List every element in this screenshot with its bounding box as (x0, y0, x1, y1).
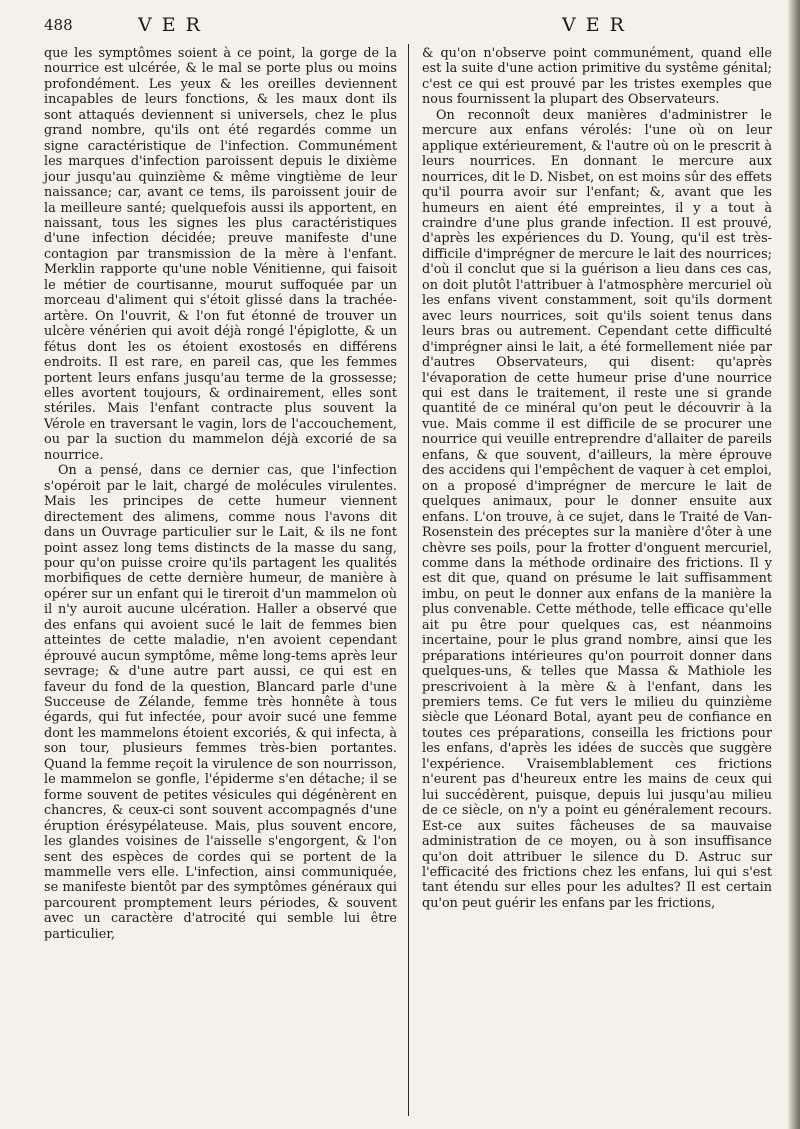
page-edge-shadow (788, 0, 800, 1129)
page-header (44, 14, 774, 40)
running-head-right: VER (562, 14, 634, 36)
page-number: 488 (44, 16, 73, 34)
paragraph: On reconnoît deux manières d'administrer le mercure aux enfans vérolés: l'une où on leur applique extérieurement, & l'autre où on le prescrit à leurs nourrices. En donnant le mercure aux nourrices, dit le D. Nisbet, on est moins sûr des effets qu'il pourra avoir sur l'enfant; &, avant que les humeurs en aient été empreintes, il y a tout à craindre d'une plus grande infection. Il est prouvé, d'après les expériences du D. Young, qu'il est très-difficile d'imprégner de mercure le lait des nourrices; d'où il conclut que si la guérison a lieu dans ces cas, on doit plutôt l'attribuer à l'atmosphère mercuriel où les enfans vivent constamment, soit qu'ils dorment avec leurs nourrices, soit qu'ils soient tenus dans leurs bras ou autrement. Cependant cette difficulté d'imprégner ainsi le lait, a été formellement niée par d'autres Observateurs, qui disent: qu'après l'évaporation de cette humeur prise d'une nourrice qui est dans le traitement, il reste une si grande quantité de ce minéral qu'on peut le découvrir à la vue. Mais comme il est difficile de se procurer une nourrice qui veuille entreprendre d'allaiter de pareils enfans, & que souvent, d'ailleurs, la mère éprouve des accidens qui l'empêchent de vaquer à cet emploi, on a proposé d'imprégner de mercure le lait de quelques animaux, pour le donner ensuite aux enfans. L'on trouve, à ce sujet, dans le Traité de Van-Rosenstein des préceptes sur la manière d'ôter à une chèvre ses poils, pour la frotter d'onguent mercuriel, comme dans la méthode ordinaire des frictions. Il y est dit que, quand on présume le lait suffisamment imbu, on peut le donner aux enfans de la manière la plus convenable. Cette méthode, telle efficace qu'elle ait pu être pour quelques cas, est néanmoins incertaine, pour le plus grand nombre, ainsi que les préparations intérieures qu'on pourroit donner dans quelques-uns, & telles que Massa & Mathiole les prescrivoient à la mère & à l'enfant, dans les premiers tems. Ce fut vers le milieu du quinzième siècle que Léonard Botal, ayant peu de confiance en toutes ces préparations, conseilla les frictions pour les enfans, d'après les idées de succès que suggère l'expérience. Vraisemblablement ces frictions n'eurent pas d'heureux entre les mains de ceux qui lui succédèrent, puisque, depuis lui jusqu'au milieu de ce siècle, on n'y a point eu généralement recours. Est-ce aux suites fâcheuses de sa mauvaise administration de ce moyen, ou à son insuffisance qu'on doit attribuer le silence du D. Astruc sur l'efficacité des frictions chez les enfans, lui qui s'est tant étendu sur elles pour les adultes? Il est certain qu'on peut guérir les enfans par les frictions, (422, 107, 772, 911)
column-divider (408, 44, 409, 1116)
running-head-left: VER (138, 14, 210, 36)
paragraph: On a pensé, dans ce dernier cas, que l'infection s'opéroit par le lait, chargé de molécules virulentes. Mais les principes de cette humeur viennent directement des alimens, comme nous l'avons dit dans un Ouvrage particulier sur le Lait, & ils ne font point assez long tems distincts de la masse du sang, pour qu'on puisse croire qu'ils partagent les qualités morbifiques de cette dernière humeur, de manière à opérer sur un enfant qui le tireroit d'un mammelon où il n'y auroit aucune ulcération. Haller a observé que des enfans qui avoient sucé le lait de femmes bien atteintes de cette maladie, n'en avoient cependant éprouvé aucun symptôme, même long-tems après leur sevrage; & d'une autre part aussi, ce qui est en faveur du fond de la question, Blancard parle d'une Succeuse de Zélande, femme très honnête à tous égards, qui fut infectée, pour avoir sucé une femme dont les mammelons étoient excoriés, & qui infecta, à son tour, plusieurs femmes très-bien portantes. Quand la femme reçoit la virulence de son nourrisson, le mammelon se gonfle, l'épiderme s'en détache; il se forme souvent de petites vésicules qui dégénèrent en chancres, & ceux-ci sont souvent accompagnés d'une éruption érésypélateuse. Mais, plus souvent encore, les glandes voisines de l'aisselle s'engorgent, & l'on sent des espèces de cordes qui se portent de la mammelle vers elle. L'infection, ainsi communiquée, se manifeste bientôt par des symptômes généraux qui parcourent promptement leurs périodes, & souvent avec un caractère d'atrocité qui semble lui être particulier, (44, 463, 398, 942)
right-column (422, 46, 772, 911)
left-column (44, 46, 397, 942)
paragraph: & qu'on n'observe point communément, quand elle est la suite d'une action primitive du systême génital; c'est ce qui est prouvé par les tristes exemples que nous fournissent la plupart des Observateurs. (422, 46, 772, 108)
paragraph: que les symptômes soient à ce point, la gorge de la nourrice est ulcérée, & le mal se porte plus ou moins profondément. Les yeux & les oreilles deviennent incapables de leurs fonctions, & les maux dont ils sont attaqués deviennent si universels, chez le plus grand nombre, qu'ils ont été regardés comme un signe caractéristique de l'infection. Communément les marques d'infection paroissent depuis le dixième jour jusqu'au quinzième & même vingtième de leur naissance; car, avant ce tems, ils paroissent jouir de la meilleure santé; quelquefois aussi ils apportent, en naissant, tous les signes les plus caractéristiques d'une infection décidée; preuve manifeste d'une contagion par transmission de la mère à l'enfant. Merklin rapporte qu'une noble Vénitienne, qui faisoit le métier de courtisanne, mourut suffoquée par un morceau d'aliment qui s'étoit glissé dans la trachée-artère. On l'ouvrit, & l'on fut étonné de trouver un ulcère vénérien qui avoit déjà rongé l'épiglotte, & un fétus dont les os étoient exostosés en différens endroits. Il est rare, en pareil cas, que les femmes portent leurs enfans jusqu'au terme de la grossesse; elles avortent toujours, & ordinairement, elles sont stériles. Mais l'enfant contracte plus souvent la Vérole en traversant le vagin, lors de l'accouchement, ou par la suction du mammelon déjà excorié de sa nourrice. (44, 46, 397, 463)
